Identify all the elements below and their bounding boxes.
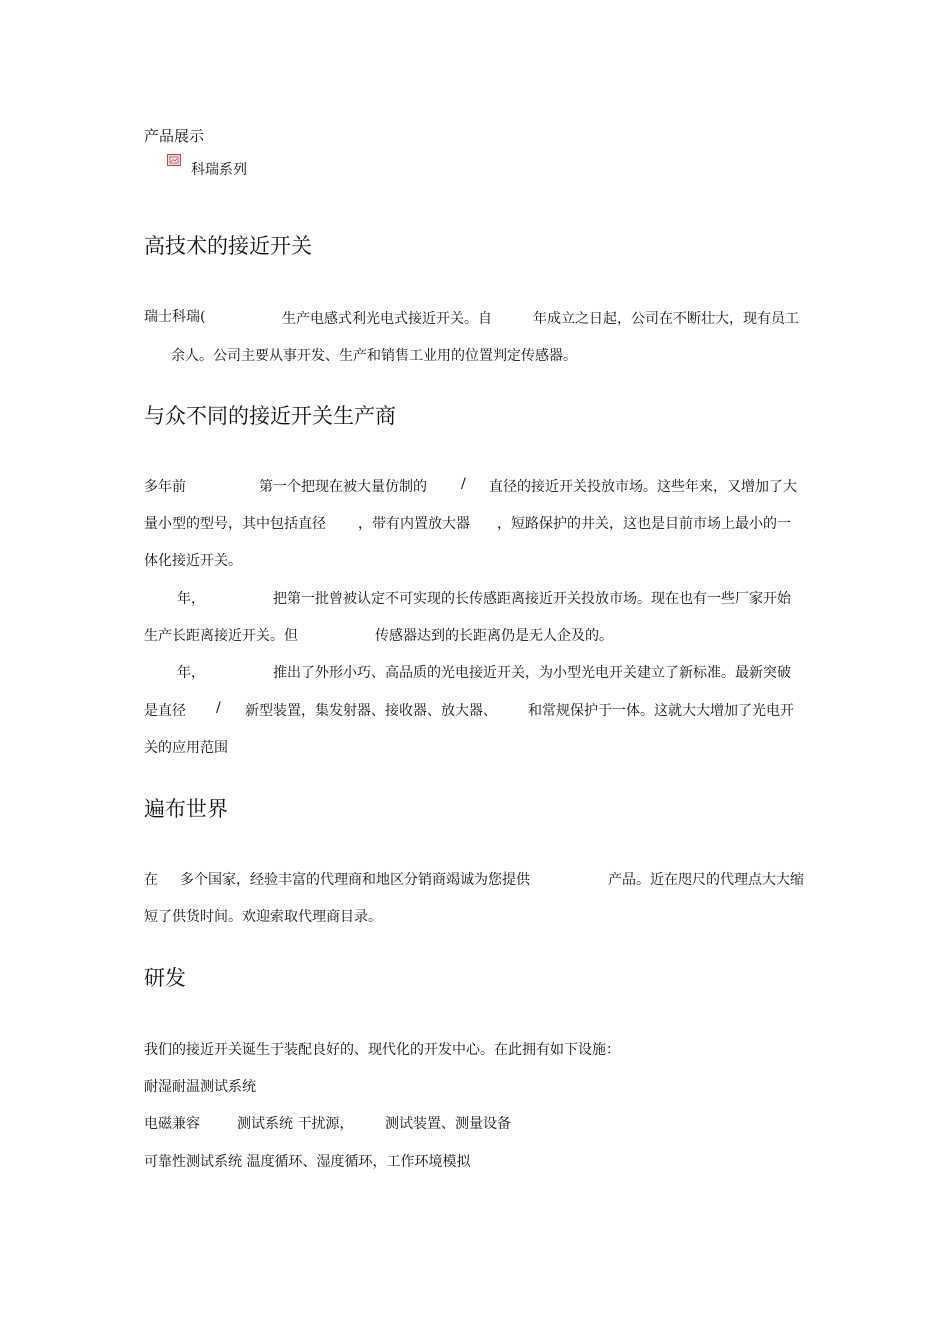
s4-text: 测试系统 干扰源， (237, 1116, 354, 1132)
heading-distinct-maker: 与众不同的接近开关生产商 (144, 404, 396, 428)
heading-worldwide: 遍布世界 (144, 797, 228, 821)
s4-text: 可靠性测试系统 温度循环、湿度循环，工作环境模拟 (144, 1154, 471, 1170)
s4-text: 测试装置、测量设备 (385, 1116, 511, 1132)
section-title: 产品展示 (144, 127, 205, 145)
s2-text: / (216, 700, 221, 716)
s2-text: 量小型的型号，其中包括直径 (144, 516, 326, 532)
s2-text: 把第一批曾被认定不可实现的长传感距离接近开关投放市场。现在也有一些厂家开始 (273, 591, 791, 607)
s3-text: 多个国家，经验丰富的代理商和地区分销商竭诚为您提供 (180, 872, 530, 888)
s2-text: ，带有内置放大器 (358, 516, 470, 532)
s1-text: 生产电感式利光电式接近开关。自 (282, 311, 492, 327)
s3-text: 产品。近在咫尺的代理点大大缩 (608, 872, 804, 888)
s2-text: / (461, 476, 466, 492)
s4-text: 我们的接近开关诞生于装配良好的、现代化的开发中心。在此拥有如下设施： (144, 1042, 620, 1058)
s2-text: 关的应用范围 (144, 740, 228, 756)
s3-text: 在 (144, 872, 158, 888)
s2-text: 生产长距离接近开关。但 (144, 628, 298, 644)
s3-text: 短了供货时间。欢迎索取代理商目录。 (144, 909, 382, 925)
s2-text: 传感器达到的长距离仍是无人企及的。 (375, 628, 613, 644)
s1-text: 年成立之日起，公司在不断壮大，现有员工 (533, 311, 799, 327)
s2-text: 是直径 (144, 703, 186, 719)
s1-text: 余人。公司主要从事开发、生产和销售工业用的位置判定传感器。 (171, 348, 577, 364)
s2-text: 多年前 (144, 479, 186, 495)
nav-item-kerui-series[interactable]: 科瑞系列 (191, 162, 247, 178)
s4-text: 耐湿耐温测试系统 (144, 1079, 256, 1095)
s2-text: 年， (177, 665, 205, 681)
s2-text: 年， (177, 591, 205, 607)
heading-high-tech: 高技术的接近开关 (144, 234, 312, 258)
s4-text: 电磁兼容 (144, 1116, 200, 1132)
s2-text: 推出了外形小巧、高品质的光电接近开关，为小型光电开关建立了新标准。最新突破 (273, 665, 791, 681)
s2-text: 第一个把现在被大量仿制的 (259, 479, 427, 495)
s2-text: 和常规保护于一体。这就大大增加了光电开 (528, 703, 794, 719)
broken-image-icon (167, 151, 181, 163)
s2-text: 直径的接近开关投放市场。这些年来，又增加了大 (489, 479, 797, 495)
s2-text: ，短路保护的井关，这也是目前市场上最小的一 (497, 516, 791, 532)
s1-text: 瑞士科瑞( (144, 309, 206, 325)
s2-text: 体化接近开关。 (144, 553, 242, 569)
heading-rnd: 研发 (144, 966, 186, 990)
s2-text: 新型装置，集发射器、接收器、放大器、 (245, 703, 497, 719)
